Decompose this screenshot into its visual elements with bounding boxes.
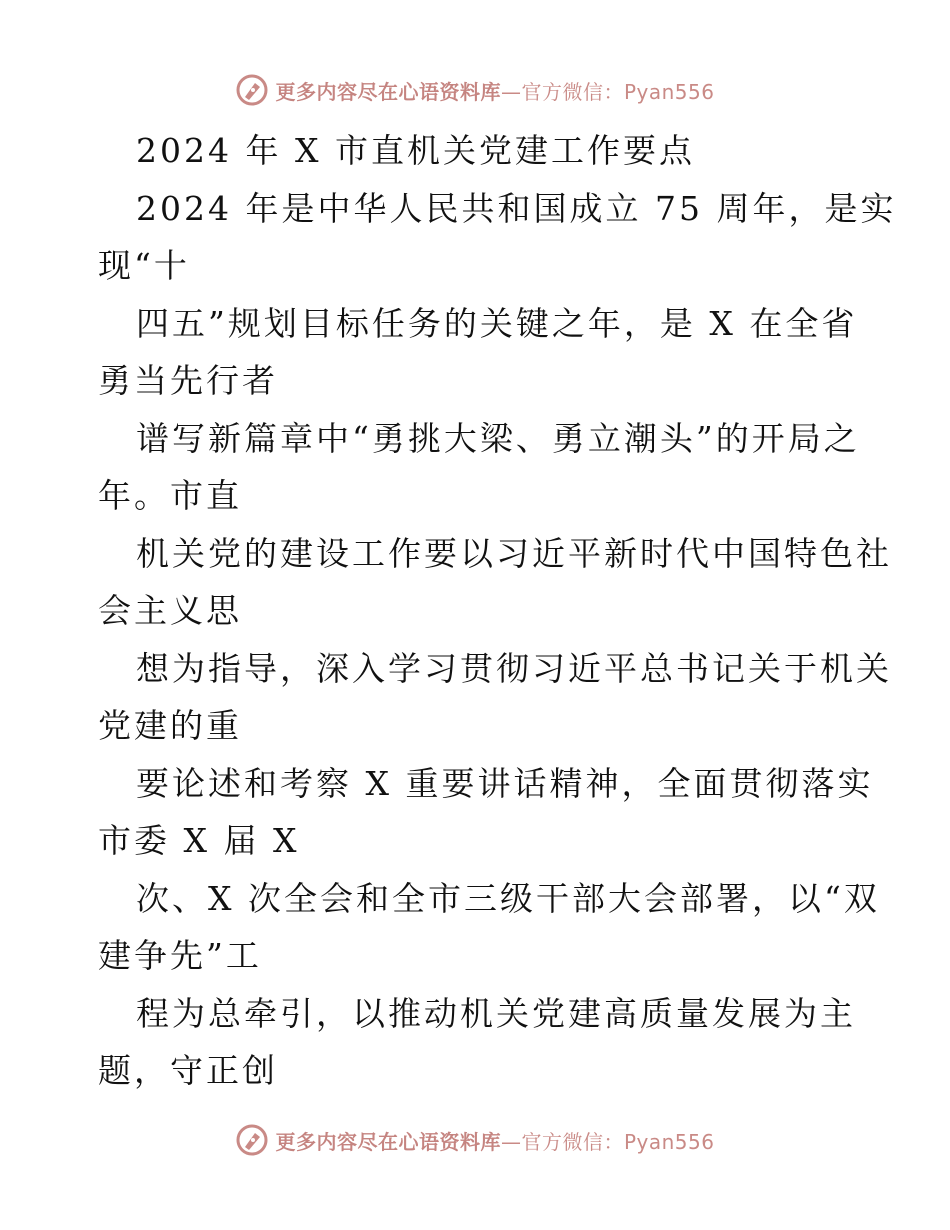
document-line: 勇当先行者 xyxy=(98,361,278,400)
document-line: 建争先”工 xyxy=(98,936,262,975)
document-line: 题，守正创 xyxy=(98,1051,278,1090)
pen-nib-logo-icon xyxy=(235,1123,269,1157)
document-line: 次、X 次全会和全市三级干部大会部署，以“双 xyxy=(136,878,880,918)
document-line: 2024 年是中华人民共和国成立 75 周年，是实 xyxy=(136,188,897,228)
document-line: 现“十 xyxy=(98,246,190,285)
document-line: 市委 X 届 X xyxy=(98,821,300,860)
document-line: 2024 年 X 市直机关党建工作要点 xyxy=(136,131,695,170)
footer-watermark-banner xyxy=(0,1120,950,1160)
document-line: 年。市直 xyxy=(98,476,242,515)
document-line: 会主义思 xyxy=(98,591,242,630)
pen-nib-logo-icon xyxy=(235,73,269,107)
document-line: 程为总牵引，以推动机关党建高质量发展为主 xyxy=(136,993,856,1033)
document-line: 想为指导，深入学习贯彻习近平总书记关于机关 xyxy=(136,648,892,688)
banner-text: 更多内容尽在心语资料库—官方微信：Pyan556 xyxy=(275,79,715,104)
banner-text: 更多内容尽在心语资料库—官方微信：Pyan556 xyxy=(275,1129,715,1154)
header-watermark-banner xyxy=(0,70,950,110)
document-line: 党建的重 xyxy=(98,706,242,745)
document-line: 谱写新篇章中“勇挑大梁、勇立潮头”的开局之 xyxy=(136,418,860,458)
document-line: 要论述和考察 X 重要讲话精神，全面贯彻落实 xyxy=(136,763,874,803)
document-line: 四五”规划目标任务的关键之年，是 X 在全省 xyxy=(136,303,858,343)
document-body xyxy=(98,122,897,1100)
document-line: 机关党的建设工作要以习近平新时代中国特色社 xyxy=(136,533,892,573)
